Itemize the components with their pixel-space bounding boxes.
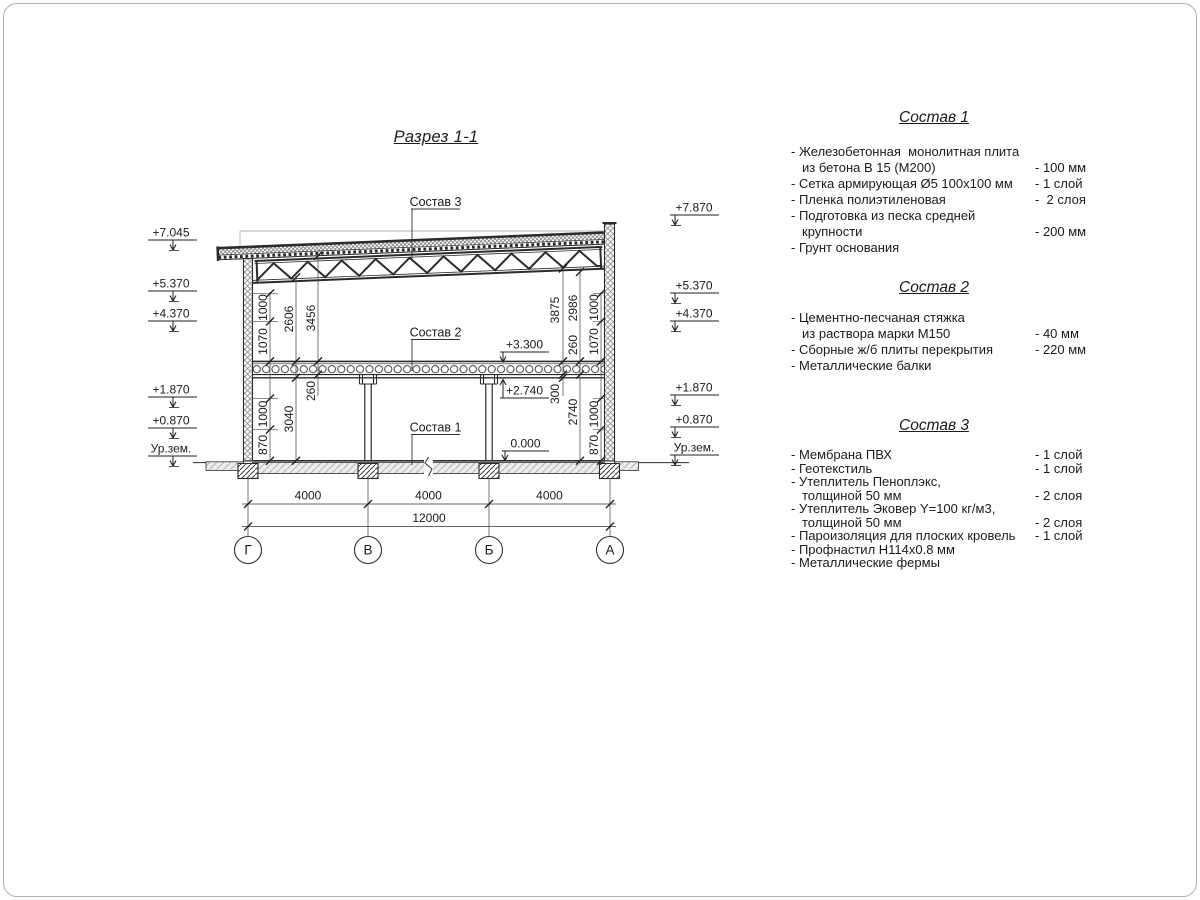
spec-row xyxy=(791,462,1105,476)
dim-12000-total: 12000 xyxy=(412,511,446,525)
dim-label: 1000 xyxy=(587,400,601,428)
roof-assembly xyxy=(217,231,609,285)
axis-bubbles xyxy=(235,537,624,564)
spec-row xyxy=(791,326,1105,342)
elevation-mark xyxy=(148,226,197,251)
dim-label: 300 xyxy=(548,383,562,405)
elevation-mark xyxy=(670,201,719,226)
right-wall-parapet xyxy=(605,224,615,461)
level-3300 xyxy=(500,338,549,363)
spec-item-text: толщиной 50 мм xyxy=(802,514,902,530)
axis-letter: А xyxy=(605,542,615,558)
elevation-label: Ур.зем. xyxy=(673,440,715,455)
dim-label: 1000 xyxy=(256,294,270,321)
level-0000 xyxy=(502,437,549,461)
elevation-mark-ground xyxy=(670,441,719,466)
spec-item-value: - 220 мм xyxy=(1035,342,1087,357)
spec-item-text: из раствора марки М150 xyxy=(802,326,951,341)
elevation-label: +5.370 xyxy=(152,276,190,291)
dim-label: 3875 xyxy=(548,296,562,324)
spec-item-text: - Сборные ж/б плиты перекрытия xyxy=(791,342,994,357)
spec-item-text: - Металлические балки xyxy=(791,358,932,373)
level-label: 0.000 xyxy=(510,436,541,451)
axis-letter: Б xyxy=(484,542,494,558)
spec-row xyxy=(791,516,1105,530)
spec-row xyxy=(791,310,1105,326)
left-wall xyxy=(244,259,253,462)
spec-row xyxy=(791,475,1105,489)
spec-item-text: - Пленка полиэтиленовая xyxy=(791,192,946,207)
spec-item-value: - 1 слой xyxy=(1035,176,1083,191)
axis-letter: В xyxy=(363,542,373,558)
spec-title: Состав 3 xyxy=(899,417,969,434)
dim-label: 1000 xyxy=(256,400,270,428)
elevation-mark xyxy=(670,381,719,406)
spec-block-sostav2 xyxy=(791,280,1105,374)
callout-sostav2: Состав 2 xyxy=(409,325,462,340)
spec-row xyxy=(791,144,1105,160)
spec-block-sostav1 xyxy=(791,110,1105,256)
dim-label: 3456 xyxy=(304,304,318,332)
elevation-label: Ур.зем. xyxy=(150,441,192,456)
column-B xyxy=(360,375,377,461)
spec-block-sostav3 xyxy=(791,418,1105,570)
level-label: +2.740 xyxy=(505,383,544,398)
spec-item-text: - Железобетонная монолитная плита xyxy=(791,144,1020,159)
footing-Г xyxy=(238,464,258,479)
elevation-label: +1.870 xyxy=(152,382,190,397)
elevation-label: +4.370 xyxy=(152,306,190,321)
callout-sostav1: Состав 1 xyxy=(409,420,462,435)
dim-label: 2606 xyxy=(282,305,296,333)
internal-level-marks xyxy=(500,338,549,461)
axis-letter: Г xyxy=(244,542,252,558)
elevation-label: +4.370 xyxy=(675,306,713,321)
spec-row xyxy=(791,543,1105,557)
spec-item-value: - 2 слоя xyxy=(1035,487,1083,503)
bottom-dimensions xyxy=(235,479,624,564)
composition-callouts xyxy=(410,195,462,465)
spec-row xyxy=(791,224,1105,240)
spec-title: Состав 2 xyxy=(899,279,969,296)
spec-item-text: из бетона В 15 (М200) xyxy=(802,160,936,175)
elevation-mark xyxy=(148,383,197,408)
dim-label: 1000 xyxy=(587,294,601,321)
spec-row xyxy=(791,529,1105,543)
dim-4000-3: 4000 xyxy=(536,488,563,503)
spec-item-text: - Грунт основания xyxy=(791,240,900,255)
drawing-title: Разрез 1-1 xyxy=(393,128,479,146)
spec-row xyxy=(791,176,1105,192)
elevation-mark xyxy=(148,414,197,439)
dim-label: 2740 xyxy=(566,398,580,426)
dim-label: 3040 xyxy=(282,405,296,433)
spec-item-value: - 200 мм xyxy=(1035,224,1087,239)
spec-item-value: - 1 слой xyxy=(1035,460,1083,476)
dim-label: 1070 xyxy=(587,328,601,355)
spec-item-value: - 1 слой xyxy=(1035,447,1083,462)
spec-row xyxy=(791,489,1105,503)
dim-4000-1: 4000 xyxy=(294,488,322,503)
elevation-label: +7.870 xyxy=(675,200,713,215)
spec-item-value xyxy=(1035,358,1105,374)
spec-item-value xyxy=(1035,240,1105,256)
spec-item-value: - 100 мм xyxy=(1035,160,1087,175)
spec-row xyxy=(791,448,1105,462)
elevation-mark-ground xyxy=(148,442,197,467)
spec-item-value xyxy=(1035,502,1105,516)
spec-row xyxy=(791,160,1105,176)
spec-item-value: - 40 мм xyxy=(1035,326,1079,341)
spec-title: Состав 1 xyxy=(899,109,969,126)
spec-item-text: - Мембрана ПВХ xyxy=(791,447,892,462)
spec-row xyxy=(791,502,1105,516)
spec-item-value xyxy=(1035,556,1105,570)
dim-label: 2986 xyxy=(566,294,580,322)
spec-item-text: - Пароизоляция для плоских кровель xyxy=(791,528,1016,543)
elevation-mark xyxy=(670,413,719,438)
dim-4000-2: 4000 xyxy=(415,488,442,503)
spec-item-value xyxy=(1035,208,1105,224)
elevation-label: +1.870 xyxy=(675,380,713,395)
spec-row xyxy=(791,342,1105,358)
spec-item-text: - Утеплитель Эковер Y=100 кг/м3, xyxy=(791,501,996,516)
spec-item-value xyxy=(1035,310,1105,326)
dim-label: 260 xyxy=(566,334,580,356)
spec-item-text: - Подготовка из песка средней xyxy=(791,208,976,223)
elevation-label: +7.045 xyxy=(152,225,190,240)
spec-rows xyxy=(791,310,1105,374)
spec-item-text: толщиной 50 мм xyxy=(802,487,902,503)
footing-А xyxy=(600,464,620,479)
dim-label: 870 xyxy=(587,434,601,456)
elevation-mark xyxy=(670,307,719,332)
footing-Б xyxy=(479,464,499,479)
callout-sostav3: Состав 3 xyxy=(409,195,462,209)
floor-slab xyxy=(253,361,605,377)
spec-item-value: - 2 слоя xyxy=(1035,514,1083,530)
elevation-mark xyxy=(670,279,719,304)
spec-item-text: - Металлические фермы xyxy=(791,555,940,570)
elevation-mark xyxy=(148,307,197,332)
spec-row xyxy=(791,240,1105,256)
columns xyxy=(360,375,498,461)
dim-label: 260 xyxy=(304,380,318,402)
axis-letters xyxy=(244,543,614,558)
column-Б xyxy=(481,375,498,461)
spec-row xyxy=(791,358,1105,374)
elevation-marks-right xyxy=(670,201,719,466)
elevation-label: +0.870 xyxy=(152,413,190,428)
spec-row xyxy=(791,192,1105,208)
spec-rows xyxy=(791,144,1105,256)
spec-item-value xyxy=(1035,144,1105,160)
spec-row xyxy=(791,208,1105,224)
spec-item-text: - Сетка армирующая Ø5 100х100 мм xyxy=(791,176,1013,191)
spec-rows xyxy=(791,448,1105,570)
spec-item-value xyxy=(1035,475,1105,489)
elevation-mark xyxy=(148,277,197,302)
spec-row xyxy=(791,556,1105,570)
elevation-label: +5.370 xyxy=(675,278,713,293)
spec-item-text: - Геотекстиль xyxy=(791,460,873,476)
dim-label: 1070 xyxy=(256,328,270,355)
footing-В xyxy=(358,464,378,479)
spec-item-value: - 1 слой xyxy=(1035,528,1083,543)
dim-label: 870 xyxy=(256,434,270,456)
elevation-marks-left xyxy=(148,226,197,467)
spec-item-text: - Профнастил Н114х0.8 мм xyxy=(791,541,955,557)
level-2740 xyxy=(500,380,549,399)
spec-item-value xyxy=(1035,543,1105,557)
spec-item-text: крупности xyxy=(802,224,863,239)
spec-item-text: - Утеплитель Пеноплэкс, xyxy=(791,474,941,489)
level-label: +3.300 xyxy=(505,337,544,352)
elevation-label: +0.870 xyxy=(675,412,713,427)
spec-item-text: - Цементно-песчаная стяжка xyxy=(791,310,965,325)
spec-item-value: - 2 слоя xyxy=(1035,192,1086,207)
